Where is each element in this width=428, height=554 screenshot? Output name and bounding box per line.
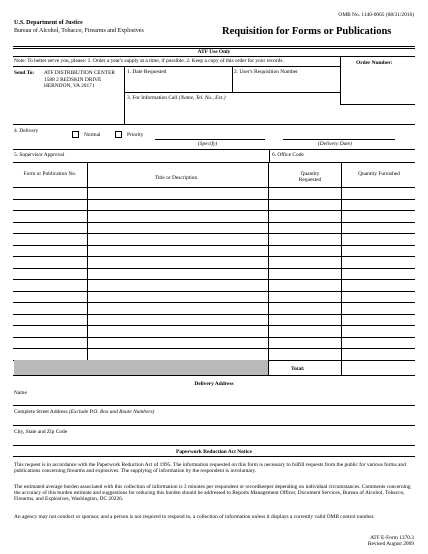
col-header-qty-furnished: Quantity Furnished	[358, 171, 400, 177]
total-label: Total:	[291, 366, 305, 372]
street-label: Complete Street Address (Exclude P.O. Box and Route Numbers)	[14, 409, 155, 415]
pra-paragraph-1: This request is in accordance with the Paperwork Reduction Act of 1995. The information requested on this form is necessary to fulfill requests from the public for various forms and publications concerning firearms and explosives. The supplying of information by the respondent is involuntary.	[14, 462, 406, 475]
bureau-name: Bureau of Alcohol, Tobacco, Firearms and Explosives	[14, 28, 144, 34]
cell-qty-requested[interactable]	[269, 280, 341, 291]
priority-label: Priority	[127, 132, 144, 138]
note-text: Note: To better serve you, please: 1. Order a year's supply at a time, if possible. 2. Keep a copy of this order for your records.	[14, 58, 284, 64]
date-requested-field[interactable]	[125, 76, 231, 92]
cell-form-no[interactable]	[14, 199, 87, 210]
city-label: City, State and Zip Code	[14, 429, 68, 435]
send-to-line-1: ATF DISTRIBUTION CENTER	[44, 70, 115, 76]
street-field[interactable]	[13, 416, 415, 425]
cell-form-no[interactable]	[14, 326, 87, 337]
street-hint: (Exclude P.O. Box and Route Numbers)	[68, 409, 155, 415]
department-name: U.S. Department of Justice	[14, 20, 83, 26]
cell-title[interactable]	[88, 257, 268, 268]
cell-qty-requested[interactable]	[269, 257, 341, 268]
cell-qty-furnished[interactable]	[342, 303, 415, 314]
atf-use-only-label: ATF Use Only	[197, 49, 231, 55]
cell-qty-requested[interactable]	[269, 291, 341, 302]
cell-form-no[interactable]	[14, 291, 87, 302]
cell-qty-furnished[interactable]	[342, 257, 415, 268]
form-title: Requisition for Forms or Publications	[222, 26, 392, 37]
col-header-title: Title or Description	[154, 175, 198, 181]
cell-title[interactable]	[88, 326, 268, 337]
order-number-field[interactable]	[341, 68, 415, 104]
footer-form-number: ATF E-Form 1370.3	[370, 535, 414, 541]
cell-qty-furnished[interactable]	[342, 234, 415, 245]
order-number-label: Order Number:	[356, 60, 393, 66]
footer-revised-date: Revised August 2009	[367, 541, 414, 547]
cell-form-no[interactable]	[14, 257, 87, 268]
cell-form-no[interactable]	[14, 268, 87, 279]
cell-title[interactable]	[88, 188, 268, 199]
cell-qty-requested[interactable]	[269, 326, 341, 337]
cell-qty-furnished[interactable]	[342, 268, 415, 279]
cell-qty-furnished[interactable]	[342, 349, 415, 360]
cell-title[interactable]	[88, 211, 268, 222]
total-shade-area	[14, 360, 268, 375]
office-code-label: 6. Office Code	[272, 152, 304, 158]
supervisor-field[interactable]	[13, 159, 268, 161]
pra-paragraph-3: An agency may not conduct or sponsor, and a person is not required to respond to, a collection of information unless it displays a currently valid OMB control number.	[14, 514, 375, 520]
cell-qty-furnished[interactable]	[342, 199, 415, 210]
cell-form-no[interactable]	[14, 245, 87, 256]
cell-qty-requested[interactable]	[269, 199, 341, 210]
name-label: Name	[14, 390, 27, 396]
supervisor-label: 5. Supervisor Approval	[14, 152, 65, 158]
cell-qty-furnished[interactable]	[342, 314, 415, 325]
priority-checkbox[interactable]	[115, 131, 122, 138]
cell-form-no[interactable]	[14, 234, 87, 245]
cell-qty-furnished[interactable]	[342, 337, 415, 348]
cell-qty-furnished[interactable]	[342, 280, 415, 291]
cell-qty-requested[interactable]	[269, 211, 341, 222]
omb-number: OMB No. 1140-0065 (08/31/2016)	[338, 12, 414, 18]
cell-form-no[interactable]	[14, 314, 87, 325]
cell-title[interactable]	[88, 349, 268, 360]
cell-qty-furnished[interactable]	[342, 326, 415, 337]
cell-title[interactable]	[88, 303, 268, 314]
pra-heading: Paperwork Reduction Act Notice	[176, 449, 252, 455]
send-to-line-2: 1588 2 REDSKIN DRIVE	[44, 76, 102, 83]
info-call-label: 3. For Information Call (Name, Tel. No., Ext.)	[127, 95, 226, 101]
cell-qty-requested[interactable]	[269, 303, 341, 314]
delivery-address-heading: Delivery Address	[194, 381, 234, 387]
info-call-field[interactable]	[125, 103, 339, 123]
cell-title[interactable]	[88, 337, 268, 348]
pra-paragraph-2: The estimated average burden associated with this collection of information is 3 minutes per respondent or recordkeeper depending on individual circumstances. Comments concerning the accuracy of this burden estimate and suggestions for reducing this burden should be addressed to Reports Management Officer, Document Services, Bureau of Alcohol, Tobacco, Firearms, and Explosives, Washington, DC 20226.	[14, 484, 411, 503]
col-header-qty-requested: Quantity Requested	[298, 171, 322, 184]
cell-qty-requested[interactable]	[269, 245, 341, 256]
cell-form-no[interactable]	[14, 280, 87, 291]
cell-form-no[interactable]	[14, 222, 87, 233]
cell-form-no[interactable]	[14, 303, 87, 314]
cell-title[interactable]	[88, 280, 268, 291]
cell-qty-requested[interactable]	[269, 268, 341, 279]
info-call-hint: (Name, Tel. No., Ext.)	[178, 95, 226, 101]
delivery-date-field[interactable]	[283, 139, 395, 140]
send-to-label: Send To:	[14, 70, 35, 76]
specify-label: (Specify)	[198, 141, 218, 147]
cell-qty-furnished[interactable]	[342, 188, 415, 199]
cell-form-no[interactable]	[14, 188, 87, 199]
cell-qty-furnished[interactable]	[342, 211, 415, 222]
cell-title[interactable]	[88, 314, 268, 325]
cell-title[interactable]	[88, 291, 268, 302]
cell-form-no[interactable]	[14, 349, 87, 360]
cell-form-no[interactable]	[14, 337, 87, 348]
cell-title[interactable]	[88, 234, 268, 245]
normal-label: Normal	[84, 132, 101, 138]
cell-qty-requested[interactable]	[269, 188, 341, 199]
cell-qty-requested[interactable]	[269, 314, 341, 325]
delivery-date-label: (Delivery Date)	[318, 141, 352, 147]
date-requested-label: 1. Date Requested	[127, 69, 167, 75]
cell-title[interactable]	[88, 245, 268, 256]
cell-qty-requested[interactable]	[269, 234, 341, 245]
cell-form-no[interactable]	[14, 211, 87, 222]
col-header-form-no: Form or Publication No.	[23, 171, 77, 177]
delivery-label: 4. Delivery	[14, 128, 39, 134]
users-requisition-field[interactable]	[233, 76, 339, 92]
city-field[interactable]	[13, 436, 415, 445]
cell-qty-requested[interactable]	[269, 222, 341, 233]
send-to-line-3: HERNDON, VA 20171	[44, 83, 95, 89]
cell-title[interactable]	[88, 222, 268, 233]
normal-checkbox[interactable]	[72, 131, 79, 138]
cell-title[interactable]	[88, 268, 268, 279]
total-furnished-field[interactable]	[342, 360, 414, 375]
cell-qty-furnished[interactable]	[342, 222, 415, 233]
cell-qty-furnished[interactable]	[342, 291, 415, 302]
users-requisition-label: 2. User's Requisition Number	[234, 69, 298, 75]
specify-field[interactable]	[155, 139, 265, 140]
cell-qty-requested[interactable]	[269, 337, 341, 348]
cell-qty-requested[interactable]	[269, 349, 341, 360]
cell-qty-furnished[interactable]	[342, 245, 415, 256]
cell-title[interactable]	[88, 199, 268, 210]
